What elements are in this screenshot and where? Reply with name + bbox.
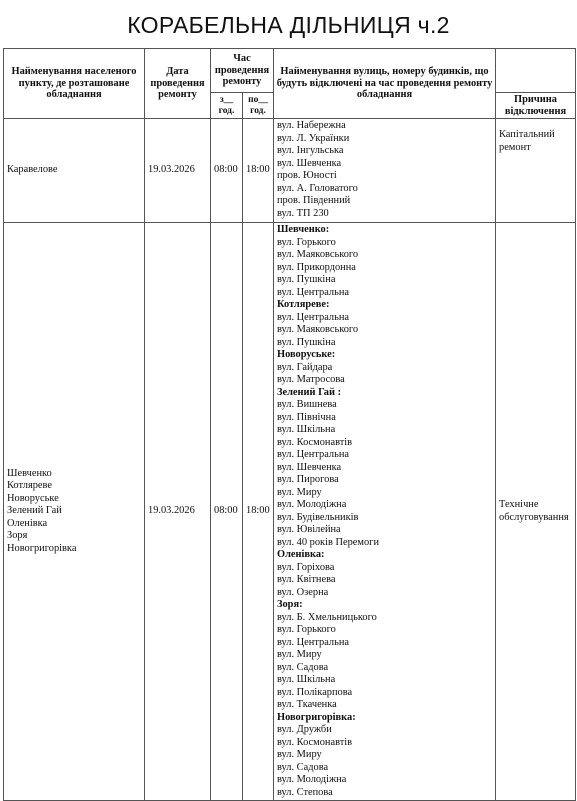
- row2-settlement: Шевченко Котляреве Новоруське Зелений Гай Оленівка Зоря Новогригорівка: [4, 223, 145, 801]
- street: вул. Молодіжна: [277, 774, 347, 785]
- row2-from: 08:00: [211, 223, 243, 801]
- header-streets: Найменування вулиць, номеру будинків, що будуть відключені на час проведення ремонту обладнання: [274, 49, 496, 119]
- street: вул. Космонавтів: [277, 436, 353, 448]
- street: вул. Шевченка: [277, 157, 342, 169]
- page-title: КОРАБЕЛЬНА ДІЛЬНИЦЯ ч.2: [127, 12, 450, 38]
- header-reason: Причина відключення: [496, 93, 576, 119]
- street: вул. Будівельників: [277, 511, 359, 523]
- row1-reason: Капітальний ремонт: [496, 119, 576, 223]
- village-heading: Зоря:: [277, 599, 303, 610]
- table-row: [4, 119, 576, 223]
- street: пров. Юності: [277, 170, 337, 181]
- street: вул. Космонавтів: [277, 736, 353, 748]
- street: вул. Миру: [277, 486, 322, 498]
- street: вул. 40 років Перемоги: [277, 536, 380, 548]
- row1-settlement: Каравелове: [4, 119, 145, 223]
- street: вул. Набережна: [277, 120, 346, 131]
- street: вул. Центральна: [277, 286, 350, 298]
- village-heading: Котляреве:: [277, 299, 330, 310]
- street: вул. Горького: [277, 624, 336, 635]
- street: вул. Горіхова: [277, 561, 335, 573]
- street: вул. Миру: [277, 649, 322, 660]
- header-reason-top: [496, 49, 576, 93]
- street: вул. Гайдара: [277, 361, 333, 373]
- street: вул. Ткаченка: [277, 699, 337, 710]
- table-row: [4, 223, 576, 801]
- street: вул. А. Головатого: [277, 182, 358, 194]
- street: вул. Шевченка: [277, 461, 342, 473]
- street: вул. Центральна: [277, 311, 350, 323]
- row1-streets: [274, 119, 496, 223]
- street: вул. Центральна: [277, 449, 350, 460]
- street: вул. Миру: [277, 749, 322, 760]
- street: вул. Пушкіна: [277, 274, 336, 285]
- street: вул. ТП 230: [277, 207, 329, 219]
- street: вул. Маяковського: [277, 249, 359, 260]
- street: вул. Садова: [277, 661, 329, 673]
- street: вул. Пирогова: [277, 474, 339, 485]
- row2-to: 18:00: [243, 223, 274, 801]
- outage-table: [3, 48, 576, 801]
- street: вул. Прикордонна: [277, 261, 356, 273]
- street: вул. Північна: [277, 411, 336, 423]
- village-heading: Зелений Гай :: [277, 386, 342, 398]
- street: пров. Південний: [277, 195, 351, 206]
- header-time-from: з__ год.: [211, 93, 243, 119]
- street: вул. Б. Хмельницького: [277, 611, 377, 623]
- street: вул. Озерна: [277, 586, 329, 598]
- street: вул. Полікарпова: [277, 686, 353, 698]
- header-time-to: по__ год.: [243, 93, 274, 119]
- street: вул. Шкільна: [277, 424, 336, 435]
- street: вул. Центральна: [277, 636, 350, 648]
- street: вул. Шкільна: [277, 674, 336, 685]
- street: вул. Квітнева: [277, 574, 336, 585]
- street: вул. Молодіжна: [277, 499, 347, 510]
- street: вул. Пушкіна: [277, 336, 336, 348]
- street: вул. Маяковського: [277, 324, 359, 335]
- header-date: Дата проведення ремонту: [145, 49, 211, 119]
- row2-date: 19.03.2026: [145, 223, 211, 801]
- street: вул. Інгульська: [277, 145, 344, 156]
- village-heading: Шевченко:: [277, 224, 330, 235]
- street: вул. Л. Українки: [277, 132, 350, 144]
- row1-to: 18:00: [243, 119, 274, 223]
- street: вул. Степова: [277, 786, 333, 798]
- street: вул. Ювілейна: [277, 524, 341, 535]
- street: вул. Вишнева: [277, 399, 337, 410]
- village-heading: Новоруське:: [277, 349, 336, 360]
- street: вул. Горького: [277, 236, 336, 248]
- header-settlement: Найменування населеного пункту, де розташоване обладнання: [4, 49, 145, 119]
- street: вул. Садова: [277, 761, 329, 773]
- village-heading: Оленівка:: [277, 549, 325, 560]
- village-heading: Новогригорівка:: [277, 711, 356, 723]
- street: вул. Матросова: [277, 374, 345, 385]
- row2-reason: Технічне обслуговування: [496, 223, 576, 801]
- header-time: Час проведення ремонту: [211, 49, 274, 93]
- row1-from: 08:00: [211, 119, 243, 223]
- street: вул. Дружби: [277, 724, 332, 735]
- row1-date: 19.03.2026: [145, 119, 211, 223]
- row2-streets: [274, 223, 496, 801]
